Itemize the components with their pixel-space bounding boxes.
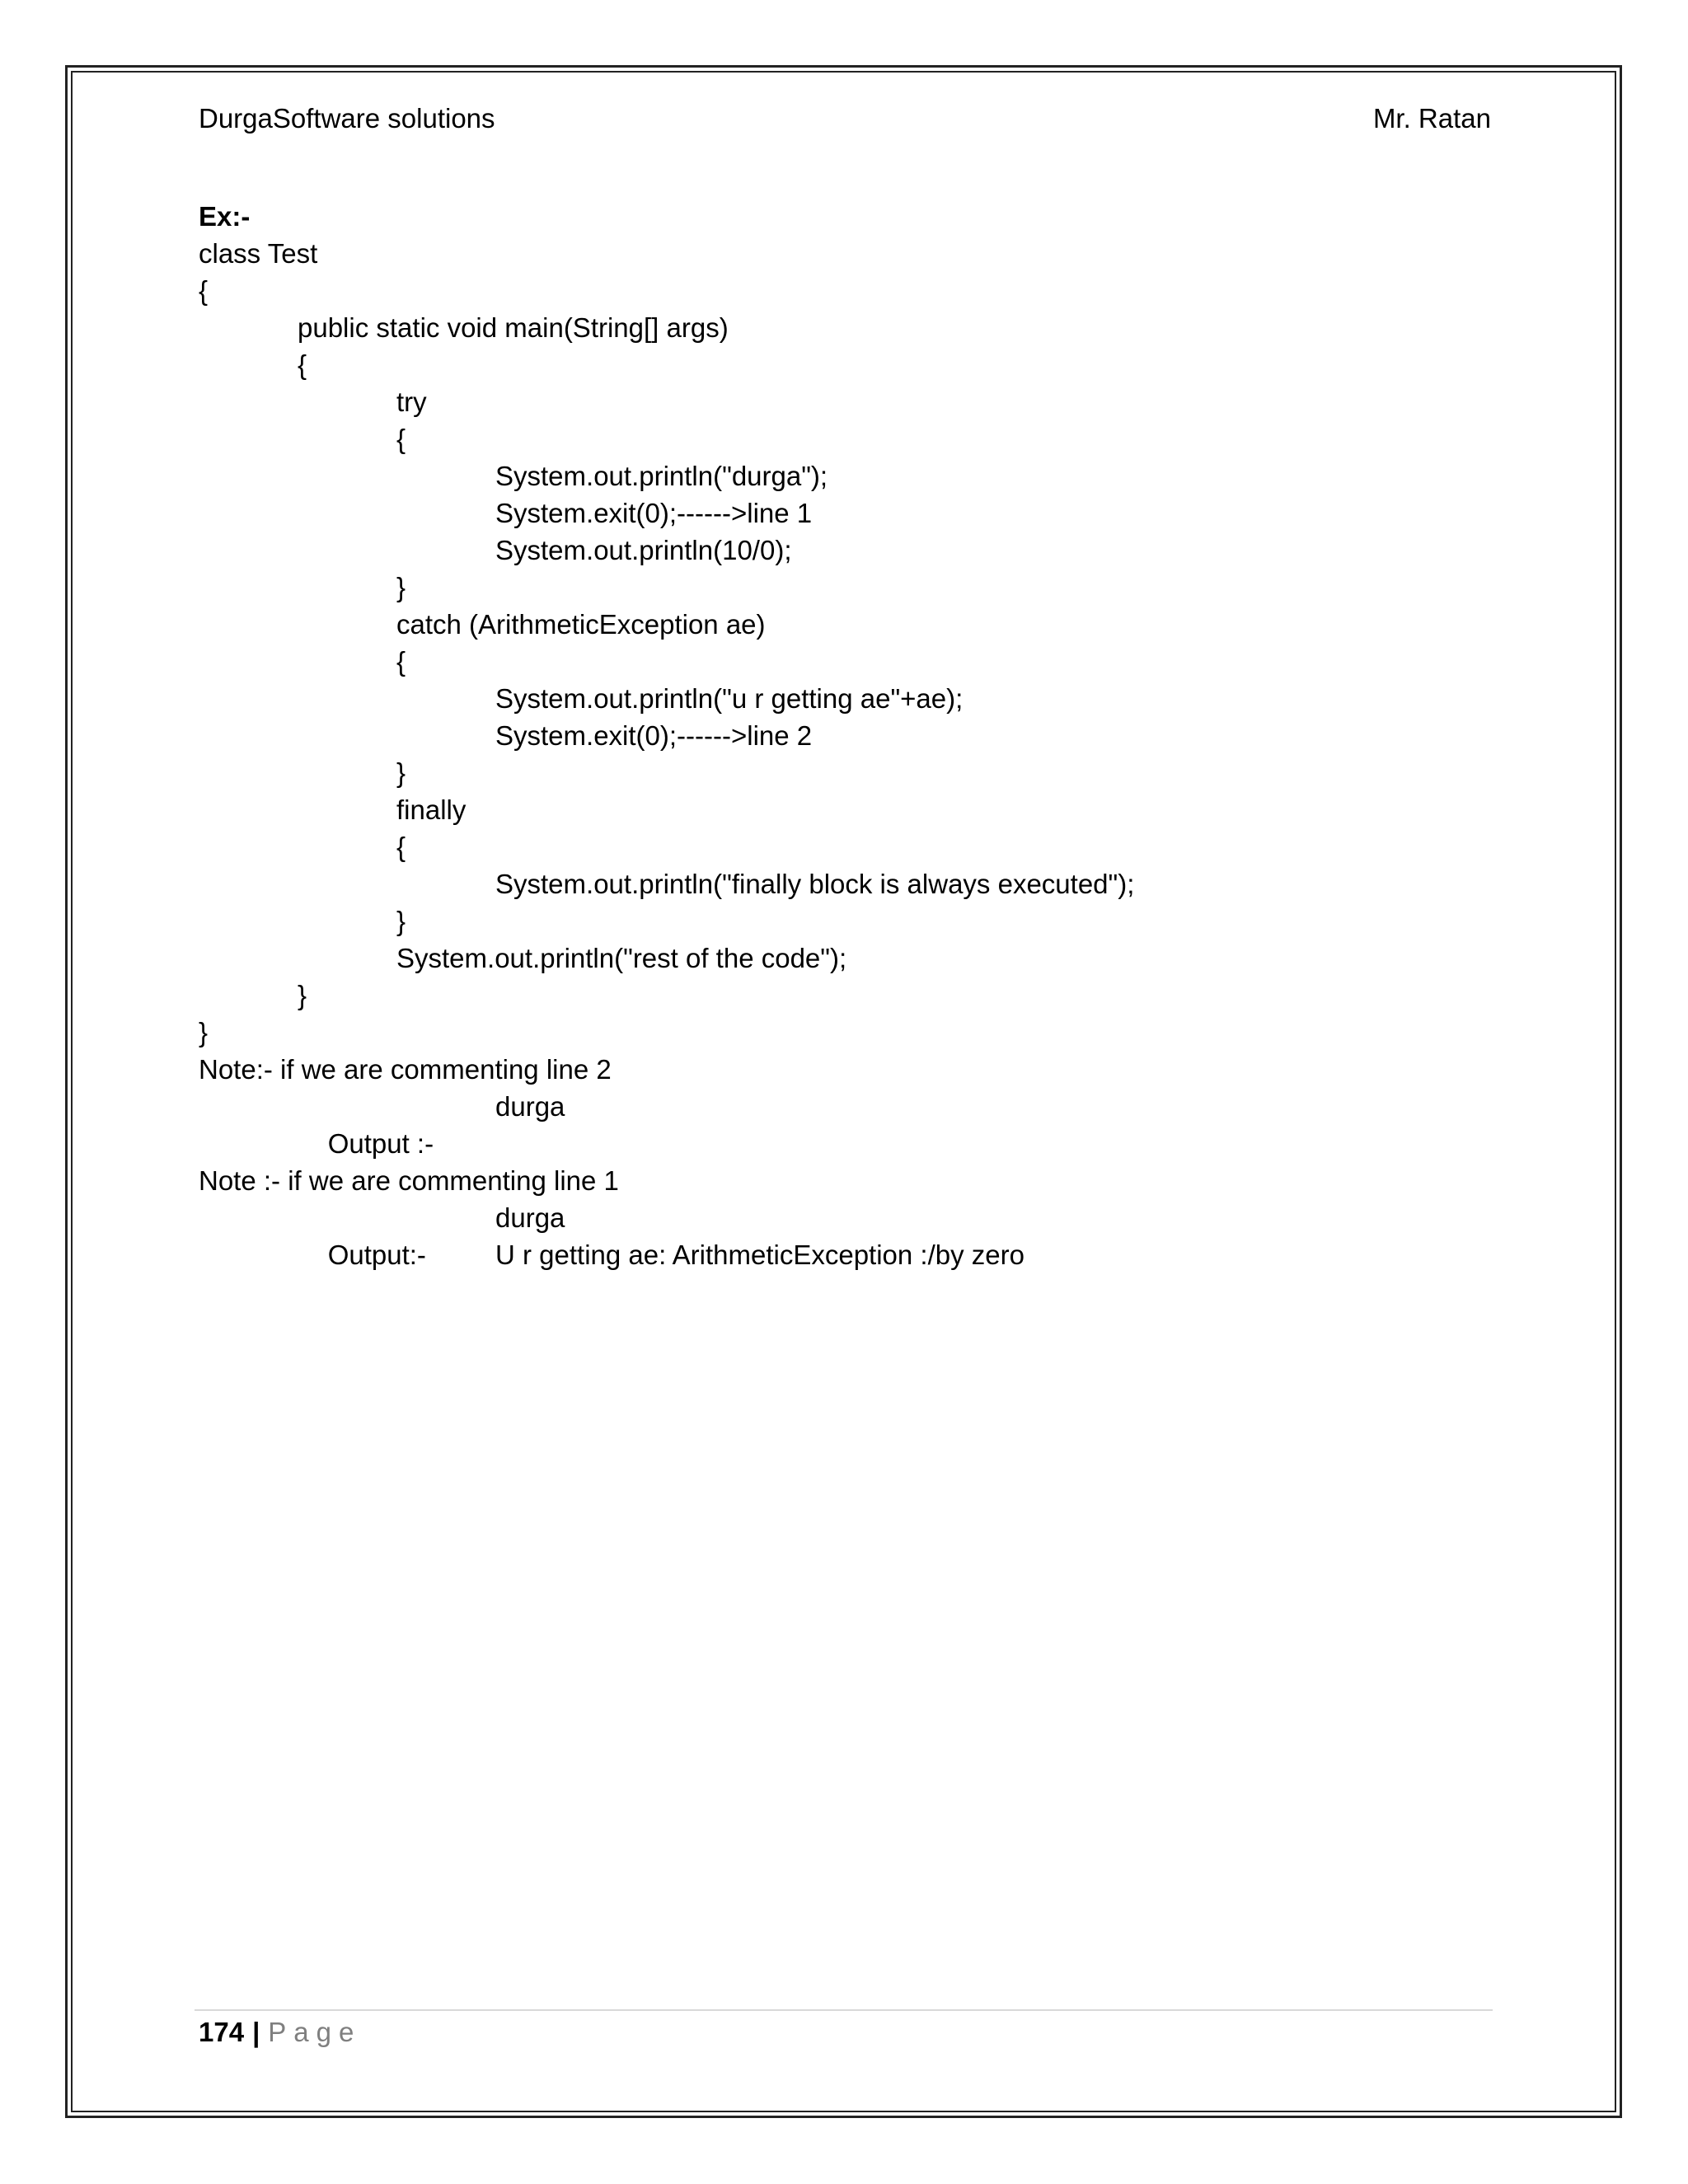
header-author: Mr. Ratan xyxy=(1372,103,1491,134)
page-label: Page xyxy=(268,2017,362,2047)
output-label: Output:- xyxy=(327,1240,426,1270)
note-commenting-line-1: Note :- if we are commenting line 1 xyxy=(199,1165,619,1196)
code-line: { xyxy=(298,349,307,380)
output-value: durga xyxy=(495,1091,565,1122)
header-company: DurgaSoftware solutions xyxy=(199,103,495,134)
code-line: System.exit(0);------>line 2 xyxy=(495,720,813,751)
blank-line xyxy=(199,1125,1493,1162)
code-line: } xyxy=(199,1017,209,1047)
code-line: } xyxy=(298,980,307,1010)
note-commenting-line-2: Note:- if we are commenting line 2 xyxy=(199,1054,612,1085)
code-line: System.exit(0);------>line 1 xyxy=(495,498,813,528)
output-label: Output :- xyxy=(327,1128,434,1159)
code-line: { xyxy=(396,424,406,454)
code-line: System.out.println(10/0); xyxy=(495,535,792,565)
code-line: catch (ArithmeticException ae) xyxy=(396,609,766,640)
footer-separator: | xyxy=(252,2017,260,2047)
code-line: finally xyxy=(396,794,467,825)
code-line: { xyxy=(199,275,209,306)
page-footer xyxy=(199,2014,361,2050)
code-line: } xyxy=(396,572,406,602)
code-line: } xyxy=(396,757,406,788)
output-value: U r getting ae: ArithmeticException :/by zero xyxy=(495,1240,1025,1270)
code-line: } xyxy=(396,906,406,936)
code-line: { xyxy=(396,832,406,862)
code-line: System.out.println("durga"); xyxy=(495,461,828,491)
output-value: durga xyxy=(495,1202,565,1233)
code-line: System.out.println("finally block is always executed"); xyxy=(495,869,1135,899)
example-label: Ex:- xyxy=(199,201,251,232)
document-body xyxy=(199,198,1493,1273)
code-line: System.out.println("u r getting ae"+ae); xyxy=(495,683,964,714)
note1-output-row xyxy=(199,1088,1493,1159)
code-line: class Test xyxy=(199,238,318,269)
code-line: { xyxy=(396,646,406,677)
code-line: try xyxy=(396,387,427,417)
code-line: public static void main(String[] args) xyxy=(298,312,729,343)
code-line: System.out.println("rest of the code"); xyxy=(396,943,847,973)
footer-divider xyxy=(195,2009,1493,2011)
page-number: 174 xyxy=(199,2017,245,2047)
